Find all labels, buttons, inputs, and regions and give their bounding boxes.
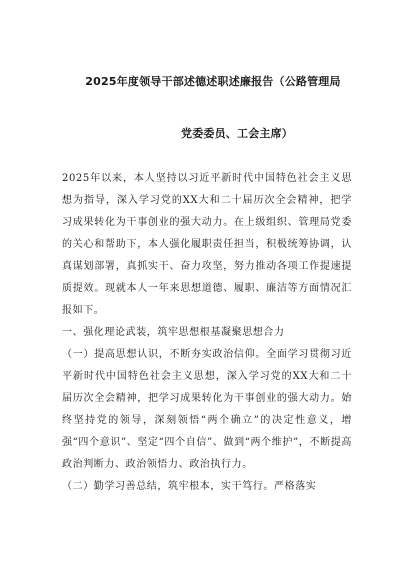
section-heading-1: 一、强化理论武装，筑牢思想根基凝聚思想合力 (62, 327, 285, 338)
document-title-line1: 2025年度领导干部述德述职述廉报告（公路管理局 (85, 75, 341, 88)
subsection-paragraph-1: （一）提高思想认识，不断夯实政治信仰。全面学习贯彻习近平新时代中国特色社会主义思想，深入学习党的XX大和二十届历次全会精神，把学习成果转化为干事创业的强大动力。始终坚持党的领导，深刻领悟“两个确立”的决定性意义，增强“四个意识”、坚定“四个自信”、做到“两个维护”，不断提高政治判断力、政治领悟力、政治执行力。 (62, 349, 352, 470)
document-title-line2: 党委委员、工会主席） (181, 127, 293, 140)
document-body (62, 168, 352, 498)
subsection-paragraph-2: （二）勤学习善总结，筑牢根本，实干笃行。严格落实 (62, 481, 317, 492)
intro-paragraph: 2025年以来，本人坚持以习近平新时代中国特色社会主义思想为指导，深入学习党的XX大和二十届历次全会精神，把学习成果转化为干事创业的强大动力。在上级组织、管理局党委的关心和帮助下，本人强化履职责任担当，积极统筹协调，认真谋划部署，真抓实干、奋力攻坚，努力推动各项工作提速提质提效。现就本人一年来思想道德、履职、廉洁等方面情况汇报如下。 (62, 173, 352, 316)
